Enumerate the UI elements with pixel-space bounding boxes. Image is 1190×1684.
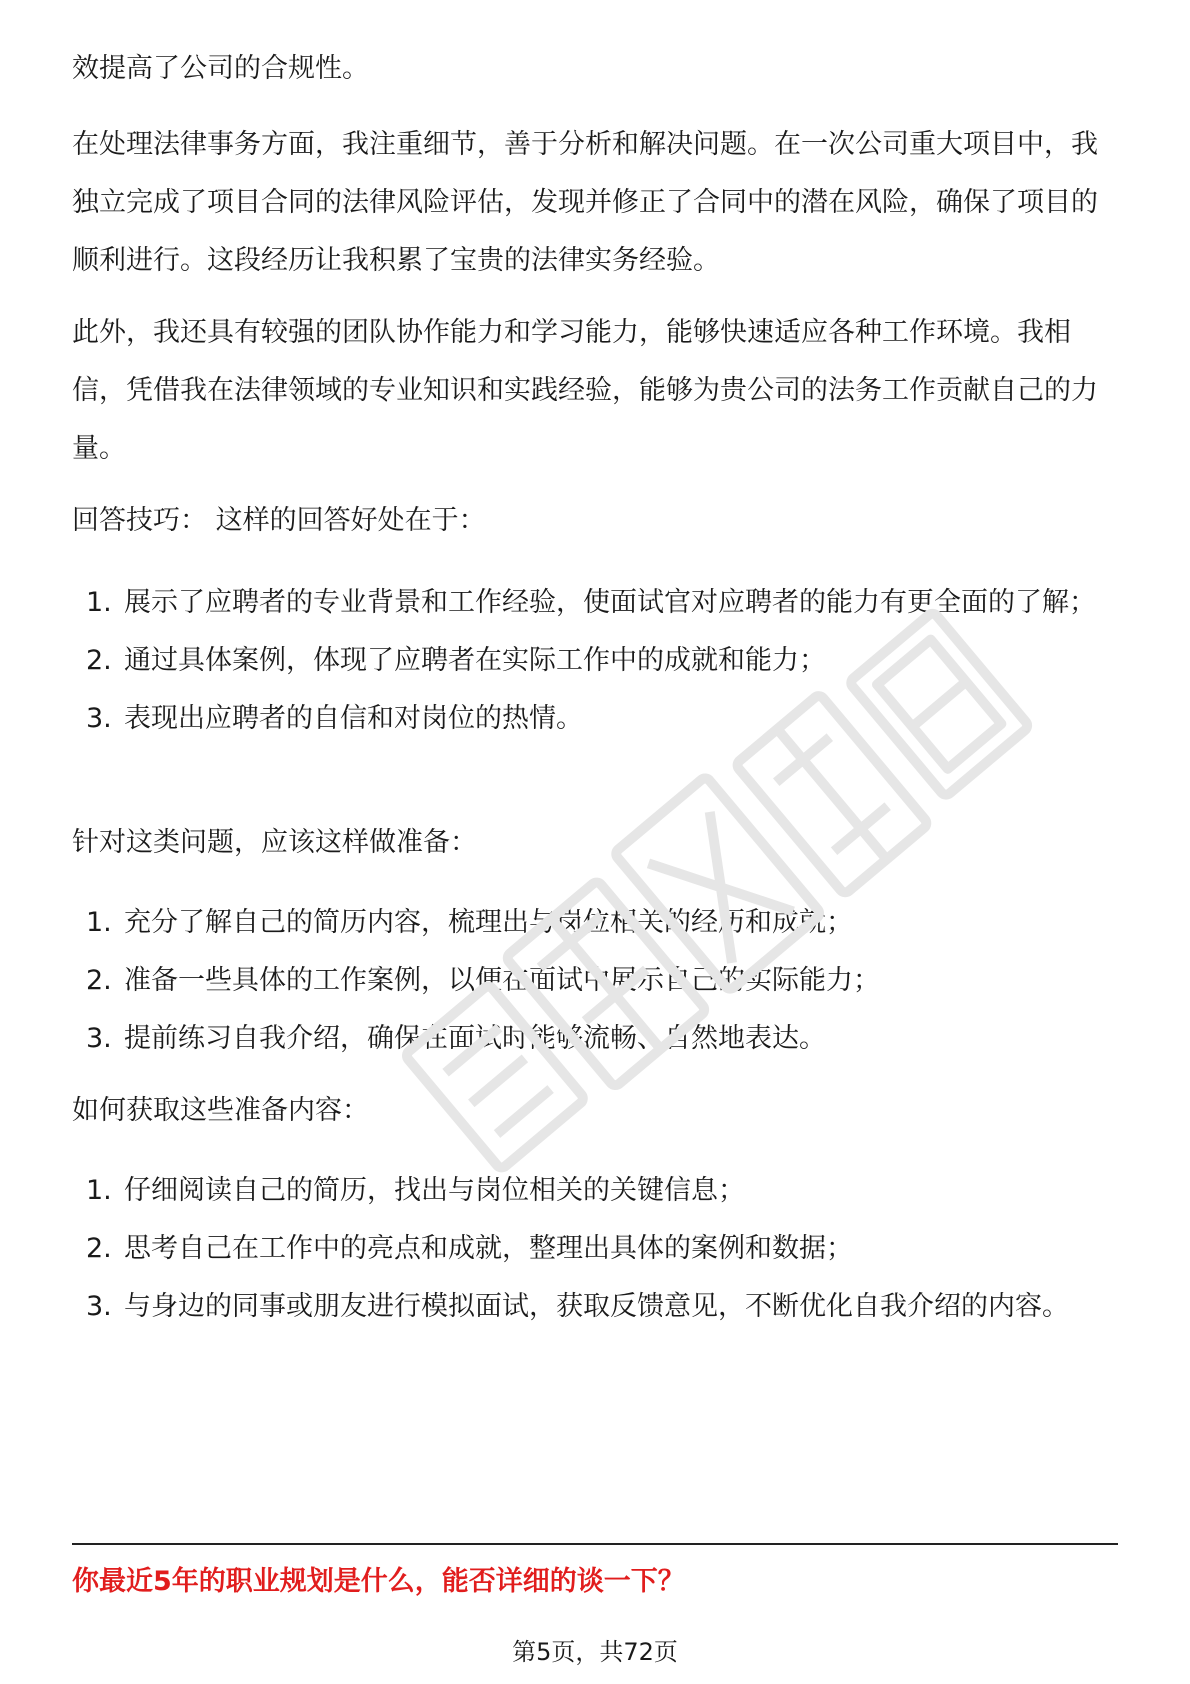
list-item: 3. 提前练习自我介绍，确保在面试时能够流畅、自然地表达。 — [86, 1023, 826, 1054]
prepare-list — [72, 894, 1118, 1068]
list-item: 1. 仔细阅读自己的简历，找出与岗位相关的关键信息； — [86, 1175, 745, 1206]
paragraph-legal-affairs: 在处理法律事务方面，我注重细节，善于分析和解决问题。在一次公司重大项目中，我独立完成了项目合同的法律风险评估，发现并修正了合同中的潜在风险，确保了项目的顺利进行。这段经历让我积累了宝贵的法律实务经验。 — [72, 129, 1098, 276]
list-item: 1. 展示了应聘者的专业背景和工作经验，使面试官对应聘者的能力有更全面的了解； — [86, 587, 1096, 618]
next-question-heading: 你最近5年的职业规划是什么，能否详细的谈一下？ — [72, 1566, 685, 1597]
list-item: 1. 充分了解自己的简历内容，梳理出与岗位相关的经历和成就； — [86, 907, 853, 938]
list-item: 2. 思考自己在工作中的亮点和成就，整理出具体的案例和数据； — [86, 1233, 853, 1264]
page-number: 第5页，共72页 — [512, 1638, 678, 1666]
paragraph-teamwork: 此外，我还具有较强的团队协作能力和学习能力，能够快速适应各种工作环境。我相信，凭借我在法律领域的专业知识和实践经验，能够为贵公司的法务工作贡献自己的力量。 — [72, 317, 1098, 464]
tips-heading: 回答技巧： 这样的回答好处在于： — [72, 505, 486, 536]
list-item: 2. 准备一些具体的工作案例，以便在面试中展示自己的实际能力； — [86, 965, 880, 996]
paragraph-intro-tail: 效提高了公司的合规性。 — [72, 53, 369, 84]
obtain-heading: 如何获取这些准备内容： — [72, 1095, 369, 1126]
tips-list — [72, 574, 1118, 748]
document-page — [72, 0, 1118, 1684]
list-item: 2. 通过具体案例，体现了应聘者在实际工作中的成就和能力； — [86, 645, 826, 676]
obtain-list — [72, 1162, 1118, 1336]
list-item: 3. 表现出应聘者的自信和对岗位的热情。 — [86, 703, 583, 734]
prepare-heading: 针对这类问题，应该这样做准备： — [72, 827, 477, 858]
divider — [72, 1543, 1118, 1545]
list-item: 3. 与身边的同事或朋友进行模拟面试，获取反馈意见，不断优化自我介绍的内容。 — [86, 1291, 1069, 1322]
